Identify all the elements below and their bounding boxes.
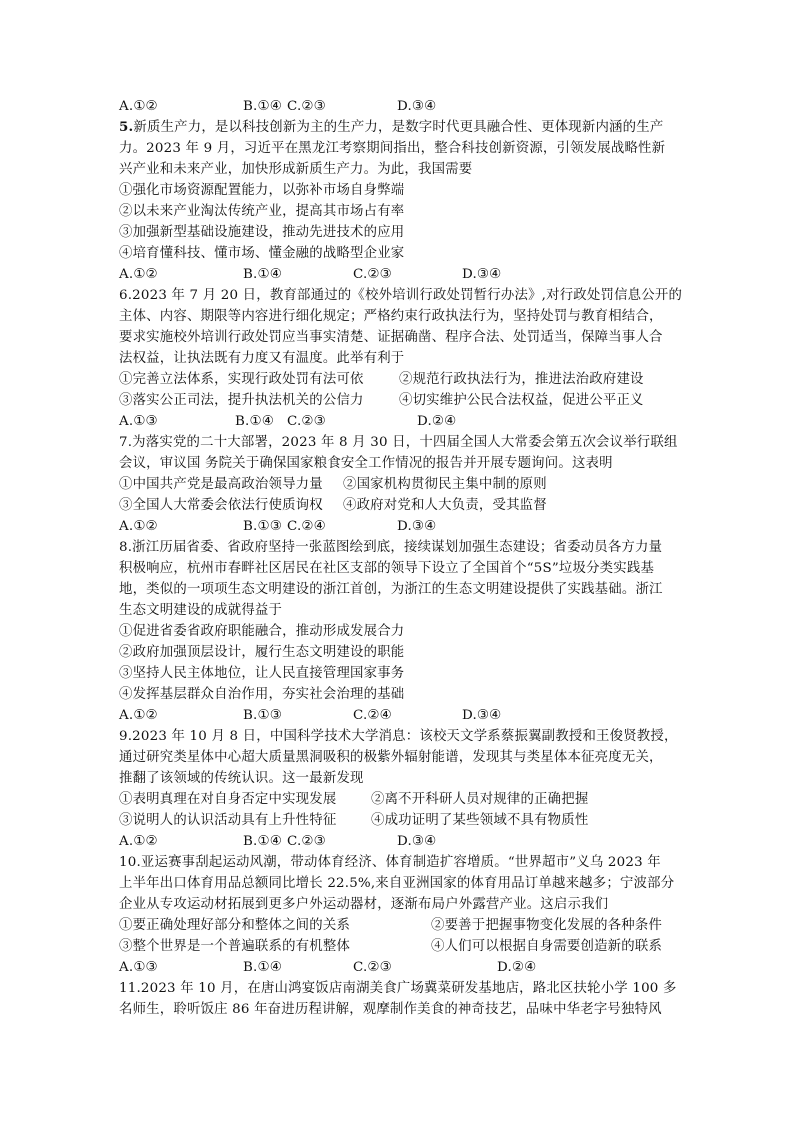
q6-item-3: ③落实公正司法，提升执法机关的公信力 [119,393,364,408]
q8-option-b[interactable]: B.①③ [243,708,282,723]
q4-options [119,96,689,117]
q8-item-1: ①促进省委省政府职能融合，推动形成发展合力 [119,624,405,639]
q7-items-row-2 [119,495,689,516]
q10-option-d[interactable]: D.②④ [497,960,537,975]
q4-option-d[interactable]: D.③④ [397,99,437,114]
q6-stem-line-3: 要求实施校外培训行政处罚应当事实清楚、证据确凿、程序合法、处罚适当，保障当事人合 [119,330,663,345]
q5-option-b[interactable]: B.①④ [243,267,282,282]
q10-items-row-2 [119,936,689,957]
q6-items-row-1 [119,369,689,390]
q9-option-d[interactable]: D.③④ [397,834,437,849]
q8-item-4: ④发挥基层群众自治作用，夯实社会治理的基础 [119,687,405,702]
q10-option-a[interactable]: A.①③ [119,960,158,975]
q8-options [119,705,689,726]
q7-item-1: ①中国共产党是最高政治领导力量 [119,477,323,492]
q8-stem-line-3: 地，类似的一项项生态文明建设的浙江首创，为浙江的生态文明建设提供了实践基础。浙江 [119,582,663,597]
q10-option-c[interactable]: C.②③ [353,960,392,975]
q6-option-d[interactable]: D.②④ [417,414,457,429]
q8-option-c[interactable]: C.②④ [353,708,392,723]
q6-items-row-2 [119,390,689,411]
q5-stem-text-1: 新质生产力，是以科技创新为主的生产力，是数字时代更具融合性、更体现新内涵的生产 [133,120,664,135]
q9-stem-line-1: 9.2023 年 10 月 8 日，中国科学技术大学消息：该校天文学系蔡振翼副教授和王俊贤教授， [119,729,678,744]
q4-option-b[interactable]: B.①④ [243,99,282,114]
q5-options [119,264,689,285]
q5-number: 5. [119,119,134,135]
q8-option-d[interactable]: D.③④ [462,708,502,723]
q5-option-c[interactable]: C.②③ [353,267,392,282]
q8-option-a[interactable]: A.①② [119,708,158,723]
q10-stem-line-3: 企业从专攻运动材拓展到更多户外运动器材，逐渐布局户外露营产业。这启示我们 [119,897,609,912]
q10-stem-line-2: 上半年出口体育用品总额同比增长 22.5%,来自亚洲国家的体育用品订单越来越多；宁波部分 [119,876,675,891]
q7-option-d[interactable]: D.③④ [397,519,437,534]
q6-item-2: ②规范行政执法行为，推进法治政府建设 [399,372,644,387]
q8-stem-line-1: 8.浙江历届省委、省政府坚持一张蓝图绘到底，接续谋划加强生态建设；省委动员各方力量 [119,540,663,555]
q6-options [119,411,689,432]
q7-item-2: ②国家机构贯彻民主集中制的原则 [343,477,547,492]
q8-stem-line-2: 积极响应，杭州市春畔社区居民在社区支部的领导下设立了全国首个“5S”垃圾分类实践基 [119,561,655,576]
q6-item-4: ④切实维护公民合法权益，促进公平正义 [399,393,644,408]
q5-item-4: ④培育懂科技、懂市场、懂金融的战略型企业家 [119,246,405,261]
q9-stem-line-2: 通过研究类星体中心超大质量黑洞吸积的极紫外辐射能谱，发现其与类星体本征亮度无关， [119,750,663,765]
q10-item-2: ②要善于把握事物变化发展的各种条件 [431,918,663,933]
q5-item-2: ②以未来产业淘汰传统产业，提高其市场占有率 [119,204,405,219]
q8-stem-line-4: 生态文明建设的成就得益于 [119,603,283,618]
q7-item-3: ③全国人大常委会依法行使质询权 [119,498,323,513]
q6-option-a[interactable]: A.①③ [119,414,158,429]
q7-items-row-1 [119,474,689,495]
q5-option-a[interactable]: A.①② [119,267,158,282]
q10-stem-line-1: 10.亚运赛事刮起运动风潮，带动体育经济、体育制造扩容增质。“世界超市”义乌 2023 年 [119,855,661,870]
q10-item-1: ①要正确处理好部分和整体之间的关系 [119,918,351,933]
q6-stem-line-2: 主体、内容、期限等内容进行细化规定；严格约束行政执法行为，坚持处罚与教育相结合， [119,309,663,324]
q10-items-row-1 [119,915,689,936]
q9-option-c[interactable]: C.②③ [287,834,326,849]
q4-option-a[interactable]: A.①② [119,99,158,114]
q7-option-b[interactable]: B.①③ [243,519,282,534]
q5-option-d[interactable]: D.③④ [462,267,502,282]
q10-options [119,957,689,978]
q9-option-b[interactable]: B.①④ [243,834,282,849]
q7-stem-line-1: 7.为落实党的二十大部署，2023 年 8 月 30 日，十四届全国人大常委会第五次会议举行联组 [119,435,678,450]
q9-option-a[interactable]: A.①② [119,834,158,849]
q6-stem-line-1: 6.2023 年 7 月 20 日，教育部通过的《校外培训行政处罚暂行办法》,对行政处罚信息公开的 [119,288,683,303]
q5-stem-line-1 [119,117,689,138]
q6-stem-line-4: 法权益，让执法既有力度又有温度。此举有利于 [119,351,405,366]
q7-options [119,516,689,537]
q9-items-row-2 [119,810,689,831]
q5-stem-line-3: 兴产业和未来产业，加快形成新质生产力。为此，我国需要 [119,162,473,177]
q7-option-c[interactable]: C.②④ [287,519,326,534]
q9-item-4: ④成功证明了某些领域不具有物质性 [371,813,589,828]
q8-item-3: ③坚持人民主体地位，让人民直接管理国家事务 [119,666,405,681]
q5-item-1: ①强化市场资源配置能力，以弥补市场自身弊端 [119,183,405,198]
q5-item-3: ③加强新型基础设施建设，推动先进技术的应用 [119,225,405,240]
q6-option-b[interactable]: B.①④ [235,414,274,429]
q10-item-4: ④人们可以根据自身需要创造新的联系 [431,939,663,954]
q10-item-3: ③整个世界是一个普遍联系的有机整体 [119,939,351,954]
q4-option-c[interactable]: C.②③ [287,99,326,114]
q8-item-2: ②政府加强顶层设计，履行生态文明建设的职能 [119,645,405,660]
q11-stem-line-1: 11.2023 年 10 月，在唐山鸿宴饭店南湖美食广场冀菜研发基地店，路北区扶轮小学 100 多 [119,981,677,996]
q7-item-4: ④政府对党和人大负责，受其监督 [343,498,547,513]
q6-item-1: ①完善立法体系，实现行政处罚有法可依 [119,372,364,387]
q9-item-3: ③说明人的认识活动具有上升性特征 [119,813,337,828]
q11-stem-line-2: 名师生，聆听饭庄 86 年奋进历程讲解，观摩制作美食的神奇技艺，品味中华老字号独特风 [119,1002,662,1017]
q7-option-a[interactable]: A.①② [119,519,158,534]
q9-stem-line-3: 推翻了该领域的传统认识。这一最新发现 [119,771,364,786]
q6-option-c[interactable]: C.②③ [287,414,326,429]
q9-item-1: ①表明真理在对自身否定中实现发展 [119,792,337,807]
q10-option-b[interactable]: B.①④ [243,960,282,975]
q9-items-row-1 [119,789,689,810]
q9-options [119,831,689,852]
q9-item-2: ②离不开科研人员对规律的正确把握 [371,792,589,807]
q7-stem-line-2: 会议，审议国 务院关于确保国家粮食安全工作情况的报告并开展专题询问。这表明 [119,456,613,471]
q5-stem-line-2: 力。2023 年 9 月，习近平在黑龙江考察期间指出，整合科技创新资源，引领发展战略性新 [119,141,666,156]
